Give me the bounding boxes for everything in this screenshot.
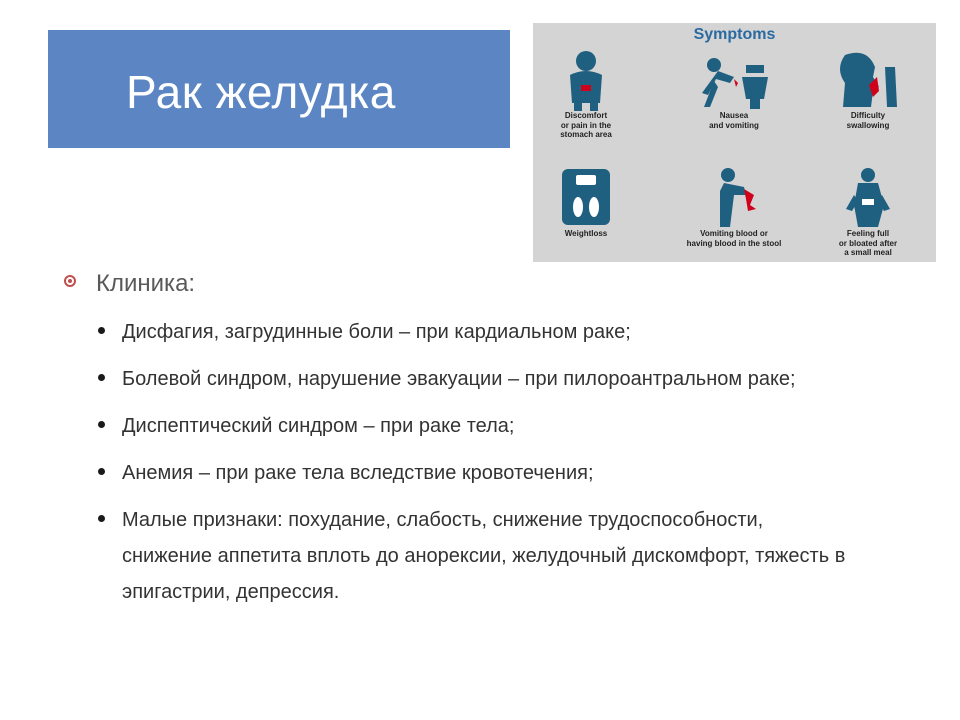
list-item [98, 361, 858, 397]
section-heading-row [64, 268, 944, 302]
bloated-icon [838, 165, 898, 229]
bullet-dot-icon [98, 327, 105, 334]
vomiting-blood-icon [694, 165, 774, 229]
symptoms-heading: Symptoms [693, 26, 776, 43]
bullet-text: Дисфагия, загрудинные боли – при кардиальном раке; [122, 321, 631, 343]
symptom-bloated [803, 165, 933, 258]
bullet-dot-icon [98, 468, 105, 475]
list-item [98, 408, 858, 444]
symptom-caption: Vomiting blood or having blood in the stool [686, 229, 782, 248]
bullet-dot-icon [98, 421, 105, 428]
bullet-text: Анемия – при раке тела вследствие кровотечения; [122, 462, 594, 484]
bullet-text: Диспептический синдром – при раке тела; [122, 415, 515, 437]
bullet-text: Малые признаки: похудание, слабость, снижение трудоспособности, снижение аппетита вплоть до анорексии, желудочный дискомфорт, тяжесть в эпигастрии, депрессия. [122, 509, 846, 603]
clinic-section [64, 268, 944, 603]
stomach-pain-icon [556, 47, 616, 111]
slide-title: Рак желудка [126, 66, 396, 118]
list-item [98, 455, 858, 491]
bullet-text: Болевой синдром, нарушение эвакуации – при пилороантральном раке; [122, 368, 796, 390]
symptom-swallowing [803, 47, 933, 130]
symptom-caption: Difficulty swallowing [846, 111, 890, 130]
title-box [48, 30, 510, 148]
list-item [98, 502, 858, 610]
section-heading: Клиника: [96, 270, 196, 297]
symptom-caption: Discomfort or pain in the stomach area [560, 111, 612, 139]
list-item [98, 314, 858, 350]
symptom-nausea [669, 47, 799, 130]
symptom-weightloss [533, 165, 651, 239]
symptom-caption: Feeling full or bloated after a small meal [838, 229, 898, 257]
symptom-stomach-pain [533, 47, 651, 140]
bullet-dot-icon [98, 515, 105, 522]
target-bullet-icon [64, 275, 76, 287]
symptom-vomiting-blood [669, 165, 799, 248]
symptom-caption: Weightloss [564, 229, 608, 238]
symptom-caption: Nausea and vomiting [709, 111, 759, 130]
bullet-list [98, 314, 858, 621]
bullet-dot-icon [98, 374, 105, 381]
scale-icon [556, 165, 616, 229]
symptoms-illustration [533, 23, 936, 262]
nausea-icon [694, 47, 774, 111]
swallowing-icon [833, 47, 903, 111]
